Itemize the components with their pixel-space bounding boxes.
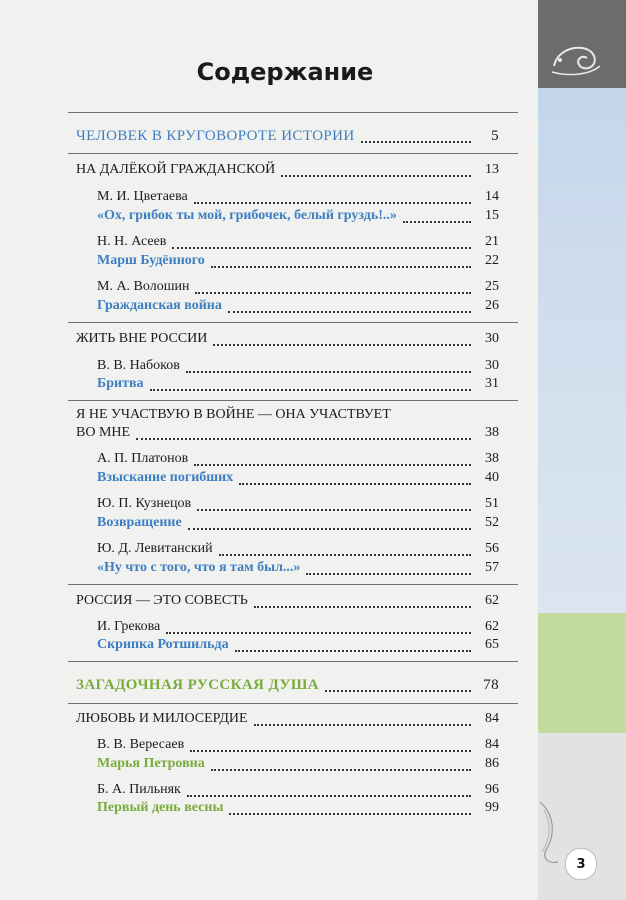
toc-page-number: 62: [485, 593, 499, 608]
toc-work-entry[interactable]: [97, 298, 499, 318]
toc-work-entry[interactable]: [97, 470, 499, 490]
toc-work-entry[interactable]: [97, 253, 499, 273]
toc-author-entry[interactable]: [97, 737, 499, 757]
toc-page-number: 31: [485, 376, 499, 391]
toc-page-number: 56: [485, 541, 499, 556]
corner-ornament-icon: [536, 800, 566, 866]
page-title: Содержание: [196, 58, 374, 86]
toc-work-title: Первый день весны: [97, 800, 224, 815]
toc-work-title: «Ох, грибок ты мой, грибочек, белый груздь!..»: [97, 208, 397, 223]
toc-page-number: 51: [485, 496, 499, 511]
toc-work-entry[interactable]: [97, 560, 499, 580]
toc-work-entry[interactable]: [97, 800, 499, 820]
leader-dots: [403, 221, 471, 223]
leader-dots: [194, 202, 471, 204]
sidebar-blue-block: [538, 88, 626, 613]
toc-page-number: 99: [485, 800, 499, 815]
toc-page-number: 21: [485, 234, 499, 249]
toc-author-entry[interactable]: [97, 782, 499, 802]
toc-author-name: М. И. Цветаева: [97, 189, 188, 204]
divider: [68, 322, 518, 323]
toc-author-name: А. П. Платонов: [97, 451, 189, 466]
toc-author-name: В. В. Набоков: [97, 358, 180, 373]
leader-dots: [235, 650, 471, 652]
leader-dots: [213, 344, 471, 346]
toc-page-number: 65: [485, 637, 499, 652]
toc-page-number: 40: [485, 470, 499, 485]
toc-author-entry[interactable]: [97, 279, 499, 299]
toc-page-number: 30: [485, 358, 499, 373]
toc-page-number: 30: [485, 331, 499, 346]
leader-dots: [197, 509, 471, 511]
leader-dots: [166, 632, 471, 634]
toc-section-entry[interactable]: [76, 711, 499, 731]
toc-work-entry[interactable]: [97, 637, 499, 657]
toc-work-entry[interactable]: [97, 376, 499, 396]
divider: [68, 703, 518, 704]
toc-work-entry[interactable]: [97, 515, 499, 535]
toc-page-number: 5: [491, 128, 499, 144]
leader-dots: [254, 724, 471, 726]
toc-page-number: 62: [485, 619, 499, 634]
toc-page-number: 84: [485, 737, 499, 752]
leader-dots: [150, 389, 471, 391]
toc-work-title: Взыскание погибших: [97, 470, 234, 485]
leader-dots: [188, 528, 471, 530]
leader-dots: [254, 606, 471, 608]
leader-dots: [187, 795, 471, 797]
toc-work-title: Бритва: [97, 376, 144, 391]
divider: [68, 584, 518, 585]
toc-section-entry[interactable]: [76, 331, 499, 351]
toc-page-number: 25: [485, 279, 499, 294]
toc-section-entry[interactable]: [76, 425, 499, 445]
toc-work-title: Гражданская война: [97, 298, 222, 313]
leader-dots: [361, 141, 471, 143]
toc-section-title: ЖИТЬ ВНЕ РОССИИ: [76, 331, 208, 346]
toc-section-entry[interactable]: [76, 162, 499, 182]
leader-dots: [136, 438, 471, 440]
toc-work-title: Марш Будённого: [97, 253, 205, 268]
toc-page-number: 78: [483, 677, 499, 693]
toc-author-entry[interactable]: [97, 358, 499, 378]
toc-section-title: РОССИЯ — ЭТО СОВЕСТЬ: [76, 593, 248, 608]
toc-work-entry[interactable]: [97, 208, 499, 228]
toc-page-number: 57: [485, 560, 499, 575]
toc-page-number: 38: [485, 451, 499, 466]
toc-work-title: «Ну что с того, что я там был...»: [97, 560, 301, 575]
toc-part-entry[interactable]: [76, 128, 499, 148]
toc-section-title: НА ДАЛЁКОЙ ГРАЖДАНСКОЙ: [76, 162, 276, 177]
toc-page-number: 15: [485, 208, 499, 223]
toc-author-entry[interactable]: [97, 619, 499, 639]
toc-work-entry[interactable]: [97, 756, 499, 776]
toc-work-title: Скрипка Ротшильда: [97, 637, 229, 652]
leader-dots: [281, 175, 471, 177]
leader-dots: [228, 311, 471, 313]
toc-page-number: 22: [485, 253, 499, 268]
toc-work-title: Возвращение: [97, 515, 182, 530]
toc-author-name: И. Грекова: [97, 619, 161, 634]
toc-author-name: В. В. Вересаев: [97, 737, 185, 752]
toc-author-entry[interactable]: [97, 451, 499, 471]
toc-page-number: 84: [485, 711, 499, 726]
leader-dots: [306, 573, 471, 575]
leader-dots: [211, 266, 471, 268]
leader-dots: [172, 247, 471, 249]
divider: [68, 661, 518, 662]
toc-page-number: 52: [485, 515, 499, 530]
toc-author-entry[interactable]: [97, 189, 499, 209]
toc-part-title: ЗАГАДОЧНАЯ РУССКАЯ ДУША: [76, 677, 319, 693]
toc-part-title: ЧЕЛОВЕК В КРУГОВОРОТЕ ИСТОРИИ: [76, 128, 355, 144]
toc-page-number: 86: [485, 756, 499, 771]
toc-page-number: 96: [485, 782, 499, 797]
divider: [68, 400, 518, 401]
toc-author-entry[interactable]: [97, 496, 499, 516]
divider: [68, 112, 518, 113]
toc-work-title: Марья Петровна: [97, 756, 205, 771]
toc-author-name: Ю. Д. Левитанский: [97, 541, 213, 556]
divider: [68, 153, 518, 154]
toc-section-title: ВО МНЕ: [76, 425, 131, 440]
toc-page-number: 38: [485, 425, 499, 440]
toc-author-name: М. А. Волошин: [97, 279, 190, 294]
leader-dots: [325, 690, 471, 692]
leader-dots: [186, 371, 471, 373]
toc-author-name: Ю. П. Кузнецов: [97, 496, 192, 511]
toc-author-name: Б. А. Пильняк: [97, 782, 181, 797]
leader-dots: [219, 554, 471, 556]
toc-part-entry[interactable]: [76, 677, 499, 697]
page-number: 3: [565, 848, 597, 880]
leader-dots: [194, 464, 471, 466]
leader-dots: [211, 769, 471, 771]
leader-dots: [229, 813, 471, 815]
toc-section-title: ЛЮБОВЬ И МИЛОСЕРДИЕ: [76, 711, 248, 726]
sidebar-green-block: [538, 613, 626, 733]
toc-author-entry[interactable]: [97, 234, 499, 254]
ornament-swirl-icon: [548, 36, 604, 80]
toc-author-name: Н. Н. Асеев: [97, 234, 167, 249]
leader-dots: [190, 750, 471, 752]
toc-page-number: 26: [485, 298, 499, 313]
leader-dots: [195, 292, 471, 294]
toc-section-title-line1[interactable]: Я НЕ УЧАСТВУЮ В ВОЙНЕ — ОНА УЧАСТВУЕТ: [76, 407, 391, 422]
leader-dots: [239, 483, 471, 485]
toc-page-number: 14: [485, 189, 499, 204]
toc-author-entry[interactable]: [97, 541, 499, 561]
toc-page-number: 13: [485, 162, 499, 177]
toc-section-entry[interactable]: [76, 593, 499, 613]
